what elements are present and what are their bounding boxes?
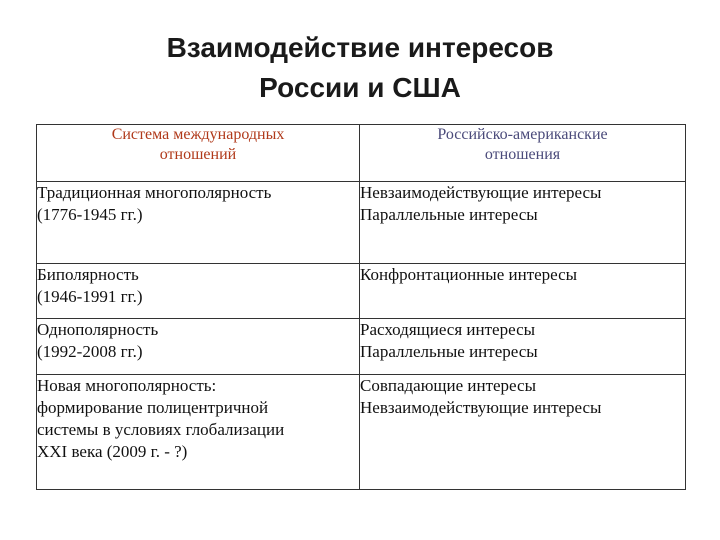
relations-cell	[360, 264, 686, 319]
relations-cell	[360, 319, 686, 375]
cell-text-line: Однополярность	[37, 320, 159, 339]
cell-text-line: системы в условиях глобализации	[37, 420, 285, 439]
cell-text-line: Совпадающие интересы	[360, 376, 536, 395]
header-text-line: отношений	[159, 146, 237, 163]
cell-text-line: Новая многополярность:	[37, 376, 217, 395]
header-international-system	[37, 125, 360, 182]
cell-text-line: (1992-2008 гг.)	[37, 342, 143, 361]
cell-text-line: (1776-1945 гг.)	[37, 205, 143, 224]
system-cell	[37, 264, 360, 319]
comparison-table	[36, 124, 686, 490]
title-line-1: Взаимодействие интересов	[166, 32, 554, 63]
cell-text-line: Биполярность	[37, 265, 139, 284]
cell-text-line: Невзаимодействующие интересы	[360, 398, 602, 417]
system-cell	[37, 319, 360, 375]
title-line-2: России и США	[259, 72, 461, 103]
relations-cell	[360, 182, 686, 264]
cell-text-line: XXI века (2009 г. - ?)	[37, 442, 188, 461]
cell-text-line: (1946-1991 гг.)	[37, 287, 143, 306]
cell-text-line: Параллельные интересы	[360, 205, 538, 224]
table-row	[37, 264, 686, 319]
cell-text-line: Конфронтационные интересы	[360, 265, 578, 284]
header-text-line: Российско-американские	[437, 126, 608, 143]
table-row	[37, 375, 686, 490]
cell-text-line: Традиционная многополярность	[37, 183, 272, 202]
relations-cell	[360, 375, 686, 490]
table-header-row	[37, 125, 686, 182]
header-text-line: Система международных	[111, 126, 285, 143]
table-row	[37, 319, 686, 375]
header-text-line: отношения	[484, 146, 561, 163]
cell-text-line: Невзаимодействующие интересы	[360, 183, 602, 202]
system-cell	[37, 182, 360, 264]
cell-text-line: формирование полицентричной	[37, 398, 269, 417]
table-row	[37, 182, 686, 264]
page-title	[0, 28, 720, 108]
system-cell	[37, 375, 360, 490]
cell-text-line: Параллельные интересы	[360, 342, 538, 361]
header-russia-us-relations	[360, 125, 686, 182]
cell-text-line: Расходящиеся интересы	[360, 320, 536, 339]
